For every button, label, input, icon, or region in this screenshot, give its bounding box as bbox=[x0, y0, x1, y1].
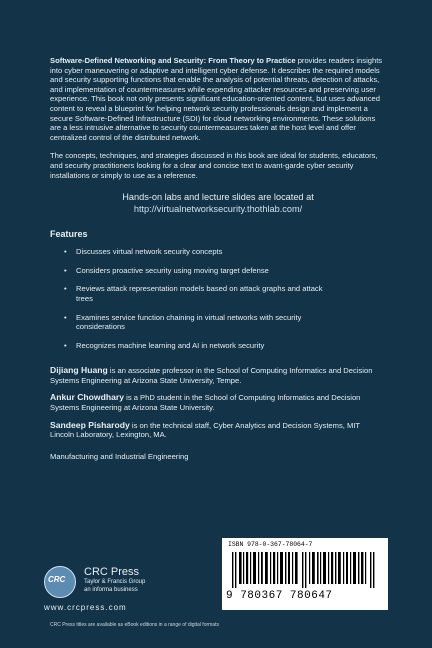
feature-text: Considers proactive security using moving target defense bbox=[76, 265, 269, 275]
author-bio bbox=[50, 366, 386, 385]
description-paragraph-2: The concepts, techniques, and strategies discussed in this book are ideal for students, educators, and security practitioners looking for a clear and concise text to avant-garde cyber security installations or simply to use as a reference. bbox=[50, 151, 378, 180]
isbn-barcode bbox=[222, 538, 388, 610]
publisher-website: www.crcpress.com bbox=[44, 603, 127, 612]
publisher-group: Taylor & Francis Group bbox=[84, 579, 146, 585]
publisher-logo bbox=[44, 562, 194, 602]
feature-item bbox=[64, 284, 336, 303]
description-paragraph-1 bbox=[50, 56, 386, 142]
bullet-icon: • bbox=[64, 340, 67, 350]
publisher-tagline: an informa business bbox=[84, 587, 138, 593]
feature-item bbox=[64, 247, 336, 257]
author-bio-text: is an associate professor in the School of Computing Informatics and Decision Systems Engineering at Arizona State University, Tempe. bbox=[50, 366, 373, 385]
author-bio-text: is a PhD student in the School of Computing Informatics and Decision Systems Engineering at Arizona State University. bbox=[50, 393, 361, 413]
features-list bbox=[64, 247, 386, 350]
author-name: Sandeep Pisharody bbox=[50, 419, 130, 430]
author-name: Dijiang Huang bbox=[50, 365, 108, 376]
barcode-number: 9 780367 780647 bbox=[226, 590, 333, 602]
barcode-graphic bbox=[230, 552, 380, 588]
author-bio-text: is on the technical staff, Cyber Analytics and Decision Systems, MIT Lincoln Laboratory, Lexington, MA. bbox=[50, 420, 360, 440]
bullet-icon: • bbox=[64, 312, 67, 322]
feature-text: Reviews attack representation models based on attack graphs and attack trees bbox=[76, 284, 323, 303]
feature-item bbox=[64, 313, 336, 332]
isbn-label: ISBN 978-0-367-78064-7 bbox=[228, 541, 313, 548]
labs-note bbox=[50, 192, 386, 215]
subject-category: Manufacturing and Industrial Engineering bbox=[50, 451, 189, 461]
bullet-icon: • bbox=[64, 284, 67, 294]
labs-line: Hands-on labs and lecture slides are located at bbox=[122, 192, 314, 203]
ebook-note: CRC Press titles are available as eBook editions in a range of digital formats bbox=[50, 622, 219, 628]
labs-url: http://virtualnetworksecurity.thothlab.com/ bbox=[133, 203, 303, 214]
author-bio bbox=[50, 421, 386, 440]
feature-text: Examines service function chaining in virtual networks with security considerations bbox=[76, 312, 302, 332]
author-name: Ankur Chowdhary bbox=[50, 392, 125, 403]
crc-mark: CRC bbox=[48, 575, 66, 584]
description-text-1: provides readers insights into cyber maneuvering or adaptive and intelligent cyber defense. It describes the required models and security supporting functions that enable the analysis of potential threats, detection of attacks, and implementation of countermeasures while expending attacker resources and preserving user experience. This book not only presents significant education-oriented content, but uses advanced content to reveal a blueprint for helping network security professionals design and implement a secure Software-Defined Infrastructure (SDI) for cloud networking environments. These solutions are a less intrusive alternative to security countermeasures taken at the host level and offer centralized control of the distributed network. bbox=[50, 56, 383, 142]
book-title: Software-Defined Networking and Security: From Theory to Practice bbox=[50, 56, 296, 65]
feature-item bbox=[64, 341, 336, 351]
bullet-icon: • bbox=[64, 247, 67, 257]
feature-item bbox=[64, 266, 336, 276]
publisher-name: CRC Press bbox=[84, 566, 140, 578]
back-cover-text bbox=[50, 56, 386, 461]
features-heading: Features bbox=[50, 229, 88, 240]
author-bio bbox=[50, 393, 386, 412]
feature-text: Recognizes machine learning and AI in network security bbox=[76, 340, 265, 350]
barcode-bars bbox=[230, 552, 380, 588]
feature-text: Discusses virtual network security concepts bbox=[76, 247, 223, 257]
bullet-icon: • bbox=[64, 265, 67, 275]
